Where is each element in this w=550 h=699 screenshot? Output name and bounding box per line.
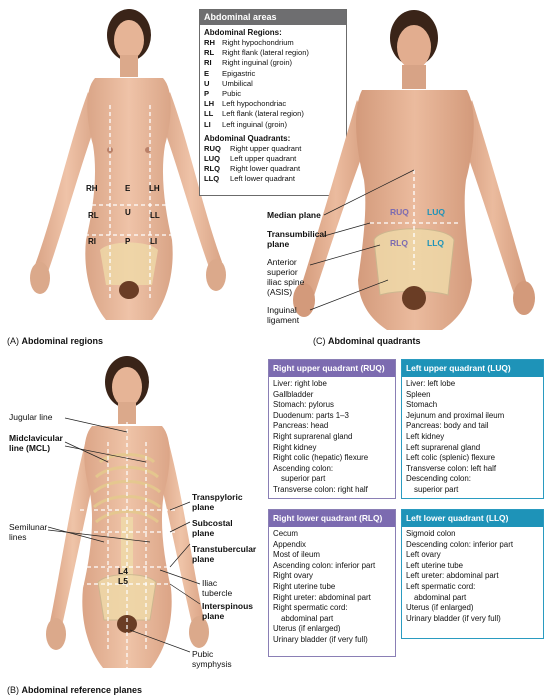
legend-name: Right flank (lateral region) [222,48,309,58]
luq-box [401,359,544,499]
label-asis-3: iliac spine [267,277,305,287]
legend-code: LI [204,119,211,129]
llq-item: abdominal part [414,592,467,602]
quadrant-label-rlq: RLQ [390,238,408,248]
legend-name: Umbilical [222,78,253,88]
legend-code: LUQ [204,154,221,164]
ruq-title: Right upper quadrant (RUQ) [269,360,395,377]
rlq-item: Appendix [273,539,306,549]
ruq-item: Right kidney [273,442,317,452]
llq-box [401,509,544,639]
rlq-item: Uterus (if enlarged) [273,624,341,634]
figure-c-letter: (C) [313,336,326,346]
legend-code: LLQ [204,174,220,184]
legend-code: RLQ [204,164,221,174]
label-transpyloric-1: Transpyloric [192,492,243,502]
figure-a-letter: (A) [7,336,19,346]
label-semilunar-2: lines [9,532,27,542]
legend-code: E [204,68,210,78]
label-iliac-1: Iliac [202,578,218,588]
legend-quadrants-title: Abdominal Quadrants: [204,133,291,143]
legend-name: Left inguinal (groin) [222,119,288,129]
region-code-e: E [125,184,131,193]
rlq-title: Right lower quadrant (RLQ) [269,510,395,527]
region-code-p: P [125,237,131,246]
luq-item: superior part [414,484,459,494]
label-transumbilical-1: Transumbilical [267,229,327,239]
figure-c-caption [313,336,421,346]
legend-name: Pubic [222,89,241,99]
ruq-item: Right colic (hepatic) flexure [273,453,369,463]
legend-code: P [204,89,210,99]
figure-c-abdominal-quadrants [262,0,550,350]
llq-item: Left spermatic cord: [406,581,476,591]
legend-name: Left hypochondriac [222,99,287,109]
legend-code: U [204,78,210,88]
label-transpyloric-2: plane [192,502,215,512]
luq-item: Left kidney [406,431,445,441]
ruq-list [269,379,395,496]
rlq-item: abdominal part [281,613,334,623]
llq-title: Left lower quadrant (LLQ) [402,510,543,527]
llq-item: Left ureter: abdominal part [406,571,499,581]
legend-code: LH [204,99,215,109]
luq-item: Jejunum and proximal ileum [406,410,505,420]
label-l5: L5 [118,576,128,586]
legend-code: RL [204,48,215,58]
llq-item: Left uterine tube [406,560,464,570]
quadrant-label-llq: LLQ [427,238,444,248]
figure-b-letter: (B) [7,685,19,695]
label-transtubercular-1: Transtubercular [192,544,257,554]
label-median-plane: Median plane [267,210,321,220]
figure-a-illustration [0,0,230,340]
label-iliac-2: tubercle [202,588,233,598]
luq-item: Transverse colon: left half [406,463,497,473]
llq-item: Sigmoid colon [406,529,456,538]
legend-name: Right inguinal (groin) [222,58,293,68]
rlq-item: Right uterine tube [273,581,336,591]
ruq-item: Gallbladder [273,389,314,399]
ruq-item: Liver: right lobe [273,379,327,388]
label-l4: L4 [118,566,128,576]
ruq-item: Transverse colon: right half [273,484,368,494]
ruq-item: Ascending colon: [273,463,334,473]
label-subcostal-1: Subcostal [192,518,233,528]
figure-b-title: Abdominal reference planes [21,685,143,695]
figure-a-title: Abdominal regions [21,336,104,346]
region-code-ri: RI [88,237,96,246]
label-asis-1: Anterior [267,257,297,267]
luq-item: Liver: left lobe [406,379,456,388]
luq-item: Stomach [406,400,438,410]
ruq-item: Pancreas: head [273,421,329,431]
label-inguinal-2: ligament [267,315,300,325]
luq-item: Pancreas: body and tail [406,421,489,431]
legend-name: Left flank (lateral region) [222,109,304,119]
legend-name: Right upper quadrant [230,143,302,153]
quadrant-label-ruq: RUQ [390,207,409,217]
region-code-lh: LH [149,184,160,193]
region-code-ll: LL [150,211,160,220]
llq-item: Left ovary [406,550,441,560]
region-code-rl: RL [88,211,99,220]
label-subcostal-2: plane [192,528,215,538]
ruq-item: superior part [281,474,326,484]
llq-item: Urinary bladder (if very full) [406,613,501,623]
legend-name: Right hypochondrium [222,38,294,47]
figure-a-caption [7,336,103,346]
rlq-item: Cecum [273,529,298,538]
label-interspinous-1: Interspinous [202,601,254,611]
figure-c-illustration [262,0,550,335]
luq-item: Descending colon: [406,474,471,484]
label-jugular-line: Jugular line [9,412,53,422]
rlq-item: Most of ileum [273,550,320,560]
ruq-item: Right suprarenal gland [273,431,353,441]
rlq-box [268,509,396,657]
region-code-rh: RH [86,184,98,193]
ruq-item: Duodenum: parts 1–3 [273,410,349,420]
rlq-item: Right ureter: abdominal part [273,592,371,602]
region-code-li: LI [150,237,158,246]
legend-code: LL [204,109,214,119]
figure-c-title: Abdominal quadrants [328,336,421,346]
llq-list [402,529,543,624]
rlq-item: Right spermatic cord: [273,603,348,613]
label-semilunar-1: Semilunar [9,522,48,532]
label-inguinal-1: Inguinal [267,305,297,315]
llq-item: Uterus (if enlarged) [406,603,474,613]
legend-name: Left lower quadrant [230,174,296,184]
label-asis-4: (ASIS) [267,287,293,297]
legend-regions-title: Abdominal Regions: [204,28,282,37]
luq-item: Left colic (splenic) flexure [406,453,496,463]
rlq-item: Right ovary [273,571,313,581]
rlq-item: Ascending colon: inferior part [273,560,376,570]
legend-title: Abdominal areas [200,10,346,25]
region-code-u: U [125,208,131,217]
quadrant-label-luq: LUQ [427,207,445,217]
legend-name: Epigastric [222,68,256,78]
label-transumbilical-2: plane [267,239,290,249]
rlq-item: Urinary bladder (if very full) [273,634,368,644]
figure-b-abdominal-reference-planes [0,352,260,699]
legend-code: RI [204,58,212,68]
legend-name: Left upper quadrant [230,154,297,164]
ruq-box [268,359,396,499]
luq-item: Left suprarenal gland [406,442,481,452]
label-transtubercular-2: plane [192,554,215,564]
label-midclavicular-1: Midclavicular [9,433,63,443]
legend-name: Right lower quadrant [230,164,301,174]
luq-title: Left upper quadrant (LUQ) [402,360,543,377]
rlq-list [269,529,395,646]
label-interspinous-2: plane [202,611,225,621]
llq-item: Descending colon: inferior part [406,539,514,549]
figure-a-abdominal-regions [0,0,230,350]
luq-list [402,379,543,496]
figure-b-caption [7,685,142,695]
figure-b-illustration [0,352,260,682]
ruq-item: Stomach: pylorus [273,400,334,410]
label-pubic-1: Pubic [192,649,214,659]
legend-code: RUQ [204,143,221,153]
luq-item: Spleen [406,389,431,399]
legend-code: RH [204,38,215,47]
label-asis-2: superior [267,267,298,277]
label-midclavicular-2: line (MCL) [9,443,51,453]
label-pubic-2: symphysis [192,659,232,669]
